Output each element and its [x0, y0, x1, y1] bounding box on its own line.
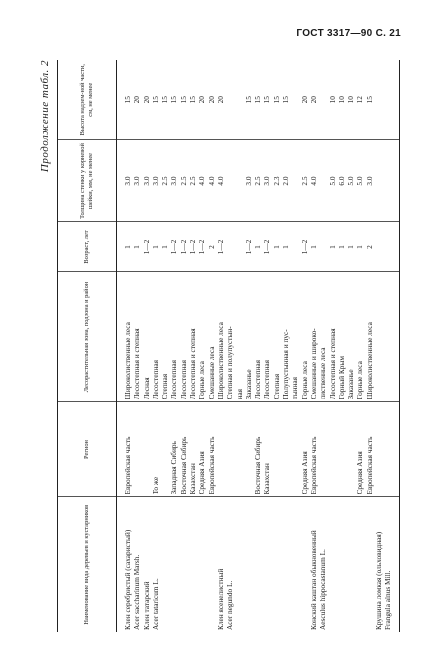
table-cell-line: 1: [281, 245, 291, 249]
table-cell-line: [281, 405, 290, 495]
table-cell-line: 15: [253, 96, 263, 104]
table-cell-line: Западная Сибирь: [169, 441, 179, 495]
table-cell-line: ная: [234, 389, 244, 400]
table-cell-line: тынная: [290, 377, 300, 400]
table-cell-line: Европейская часть: [364, 436, 374, 495]
table-cell-line: 1: [336, 245, 346, 249]
table-cell-line: [290, 225, 299, 270]
table-cell-line: [346, 405, 355, 495]
table-cell-line: [318, 225, 327, 270]
table-cell-line: Лесная: [141, 377, 151, 400]
table-cell-line: 1—2: [215, 239, 225, 255]
table-cell-line: Восточная Сибирь: [178, 436, 188, 495]
table-cell-line: 15: [178, 96, 188, 104]
table-cell-line: Смешанные леса: [206, 346, 216, 400]
table-cell-line: 1: [160, 245, 170, 249]
table-cell-line: [188, 500, 197, 631]
column-header-thickness: Толщина стенки у корневой шейки, мм, не менее: [58, 140, 117, 222]
table-cell-line: 1—2: [262, 239, 272, 255]
table-cell-line: 15: [123, 96, 132, 104]
table-cell-line: Горные леса: [299, 361, 309, 400]
table-cell-line: [216, 405, 225, 495]
table-cell-line: 1—2: [169, 239, 179, 255]
table-cell-line: 3.0: [132, 176, 142, 186]
table-cell-line: [225, 405, 234, 495]
table-cell-line: 1: [327, 245, 337, 249]
table-cell-line: [318, 143, 327, 220]
table-cell-line: Acer tataricum L.: [150, 578, 160, 630]
table-cell-line: Средняя Азия: [299, 451, 309, 495]
table-cell-line: Европейская часть: [206, 436, 216, 495]
table-cell-line: [244, 405, 253, 495]
column-header-species: Наименование вида деревьев и кустарников: [58, 497, 117, 632]
table-cell-line: [235, 405, 244, 495]
table-cell-line: 10: [336, 96, 346, 104]
table-header-row: [58, 60, 117, 632]
table-cell-line: 6.0: [336, 176, 346, 186]
table-cell-line: 15: [364, 96, 374, 104]
zone-column: [117, 272, 400, 402]
table-cell-line: 2.5: [253, 176, 263, 186]
table-cell-line: 2.5: [299, 176, 309, 186]
table-cell-line: [244, 500, 253, 631]
table-cell-line: Широколиственные леса: [364, 322, 374, 400]
table-body-row: [117, 60, 400, 632]
table-cell-line: [365, 500, 374, 631]
table-cell-line: [235, 62, 244, 138]
table-cell-line: Лесостепная и степная: [327, 328, 337, 400]
table-cell-line: 3.0: [262, 176, 272, 186]
table-cell-line: [179, 500, 188, 631]
table-cell-line: 1: [271, 245, 281, 249]
table-cell-line: 3.0: [364, 176, 374, 186]
table-cell-line: [207, 500, 216, 631]
table-cell-line: 2.5: [160, 176, 170, 186]
table-cell-line: Полупустынная и пус-: [281, 329, 291, 400]
table-cell-line: 1: [355, 245, 365, 249]
table-cell-line: Степная: [271, 373, 281, 400]
table-cell-line: 15: [150, 96, 160, 104]
table-cell-line: Клен серебристый (сахаристый): [123, 529, 132, 630]
table-cell-line: 3.0: [169, 176, 179, 186]
table-cell-line: 2: [364, 245, 374, 249]
table-cell-line: Aesculus hippocastanum L.: [318, 549, 328, 630]
page-header: ГОСТ 3317—90 С. 21: [296, 28, 401, 39]
thickness-column: [117, 140, 400, 222]
table-cell-line: [355, 500, 364, 631]
table-cell-line: 1: [308, 245, 318, 249]
column-header-region: Регион: [58, 402, 117, 497]
table-cell-line: 3.0: [150, 176, 160, 186]
table-cell-line: Степная и полупустын-: [225, 326, 235, 400]
table-cell-line: Казахстан: [262, 463, 272, 495]
table-cell-line: [290, 405, 299, 495]
table-cell-line: Степная: [160, 373, 170, 400]
column-header-age: Возраст, лет: [58, 222, 117, 272]
table-cell-line: [235, 143, 244, 220]
table-cell-line: 1—2: [197, 239, 207, 255]
table-cell-line: Смешанные и широко-: [308, 328, 318, 400]
table-cell-line: Горные леса: [355, 361, 365, 400]
table-cell-line: [169, 500, 178, 631]
table-cell-line: 3.0: [123, 176, 132, 186]
table-cell-line: 15: [169, 96, 179, 104]
table-cell-line: 20: [299, 96, 309, 104]
planting-material-table: [57, 60, 400, 632]
table-cell-line: То же: [150, 476, 160, 495]
table-cell-line: 20: [141, 96, 151, 104]
table-cell-line: 20: [308, 96, 318, 104]
table-cell-line: [225, 225, 234, 270]
table-cell-line: Заказанье: [346, 369, 356, 400]
table-cell-line: Лесостепная и степная: [188, 328, 198, 400]
table-cell-line: 1—2: [243, 239, 253, 255]
table-cell-line: Казахстан: [188, 463, 198, 495]
age-column: [117, 222, 400, 272]
table-cell-line: Acer negundo L.: [225, 580, 235, 630]
table-cell-line: Заказанье: [243, 369, 253, 400]
table-cell-line: [197, 500, 206, 631]
table-cell-line: [290, 62, 299, 138]
table-cell-line: [235, 225, 244, 270]
table-cell-line: Широколиственные леса: [123, 322, 132, 400]
table-continuation-caption: Продолжение табл. 2: [39, 60, 51, 173]
table-cell-line: 5.0: [355, 176, 365, 186]
table-cell-line: [160, 405, 169, 495]
table-cell-line: Горные леса: [197, 361, 207, 400]
table-cell-line: 1—2: [141, 239, 151, 255]
table-cell-line: 4.0: [197, 176, 207, 186]
table-cell-line: [272, 500, 281, 631]
table-cell-line: 20: [132, 96, 142, 104]
table-cell-line: Средняя Азия: [355, 451, 365, 495]
table-cell-line: 2.0: [281, 176, 291, 186]
table-cell-line: [225, 143, 234, 220]
table-cell-line: 1: [150, 245, 160, 249]
table-cell-line: [253, 500, 262, 631]
table-cell-line: Frangula alnus Mill.: [383, 570, 393, 630]
table-cell-line: [160, 500, 169, 631]
column-header-zone: Лесорастительная зона, подзона и район: [58, 272, 117, 402]
table-cell-line: 4.0: [215, 176, 225, 186]
table-cell-line: 15: [281, 96, 291, 104]
table-cell-line: 5.0: [346, 176, 356, 186]
table-cell-line: 15: [160, 96, 170, 104]
table-cell-line: Клен ясенелистный: [215, 568, 225, 630]
table-cell-line: [328, 405, 337, 495]
table-cell-line: [300, 500, 309, 631]
table-cell-line: 15: [243, 96, 253, 104]
table-cell-line: Лесостепная и степная: [132, 328, 142, 400]
table-cell-line: 1: [123, 245, 132, 249]
table-cell-line: 20: [215, 96, 225, 104]
table-cell-line: [281, 500, 290, 631]
table-cell-line: [328, 500, 337, 631]
table-cell-line: [346, 500, 355, 631]
table-cell-line: [132, 405, 141, 495]
table-cell-line: 15: [188, 96, 198, 104]
table-cell-line: 1: [253, 245, 263, 249]
table-cell-line: 10: [346, 96, 356, 104]
table-cell-line: 3.0: [243, 176, 253, 186]
table-cell-line: 2.5: [188, 176, 198, 186]
table-cell-line: Средняя Азия: [197, 451, 207, 495]
table-cell-line: 1—2: [299, 239, 309, 255]
table-cell-line: Крушина ломкая (ольховидная): [374, 531, 384, 630]
table-cell-line: Лесостепная: [262, 360, 272, 400]
table-cell-line: 15: [271, 96, 281, 104]
table-cell-line: 1—2: [178, 239, 188, 255]
table-cell-line: Европейская часть: [123, 436, 132, 495]
table-cell-line: Acer saccharinum Marsh.: [132, 554, 142, 630]
table-cell-line: [318, 405, 327, 495]
table-cell-line: [290, 143, 299, 220]
table-cell-line: Европейская часть: [308, 436, 318, 495]
table-cell-line: [235, 500, 244, 631]
table-cell-line: [262, 500, 271, 631]
table-cell-line: 12: [355, 96, 365, 104]
table-cell-line: лиственные леса: [318, 347, 328, 400]
table-cell-line: Лесостепная: [178, 360, 188, 400]
table-cell-line: 20: [206, 96, 216, 104]
table-cell-line: 3.0: [141, 176, 151, 186]
table-cell-line: 15: [262, 96, 272, 104]
table-cell-line: 2.3: [271, 176, 281, 186]
table-cell-line: Широколиственные леса: [215, 322, 225, 400]
table-cell-line: Конский каштан обыкновенный: [308, 530, 318, 630]
table-cell-line: Лесостепная: [253, 360, 263, 400]
table-cell-line: Горный Крым: [336, 356, 346, 400]
table-cell-line: [318, 62, 327, 138]
height-column: [117, 60, 400, 140]
table-cell-line: [272, 405, 281, 495]
rotated-page-content: [35, 52, 393, 632]
table-cell-line: 4.0: [206, 176, 216, 186]
table-cell-line: [290, 500, 299, 631]
table-cell-line: 20: [197, 96, 207, 104]
table-cell-line: [142, 405, 151, 495]
table-cell-line: 5.0: [327, 176, 337, 186]
table-cell-line: 4.0: [308, 176, 318, 186]
table-cell-line: 10: [327, 96, 337, 104]
table-cell-line: [337, 405, 346, 495]
table-cell-line: Лесостепная: [150, 360, 160, 400]
table-cell-line: Клен татарский: [141, 581, 151, 630]
table-cell-line: 1—2: [188, 239, 198, 255]
column-header-height: Высота надзем-ной части, см, не менее: [58, 60, 117, 140]
table-cell-line: [225, 62, 234, 138]
table-cell-line: 2.5: [178, 176, 188, 186]
species-column: [117, 497, 400, 632]
table-cell-line: 1: [346, 245, 356, 249]
table-cell-line: Восточная Сибирь: [253, 436, 263, 495]
table-cell-line: 1: [132, 245, 142, 249]
region-column: [117, 402, 400, 497]
table-cell-line: Лесостепная: [169, 360, 179, 400]
table-cell-line: 2: [206, 245, 216, 249]
table-cell-line: [337, 500, 346, 631]
